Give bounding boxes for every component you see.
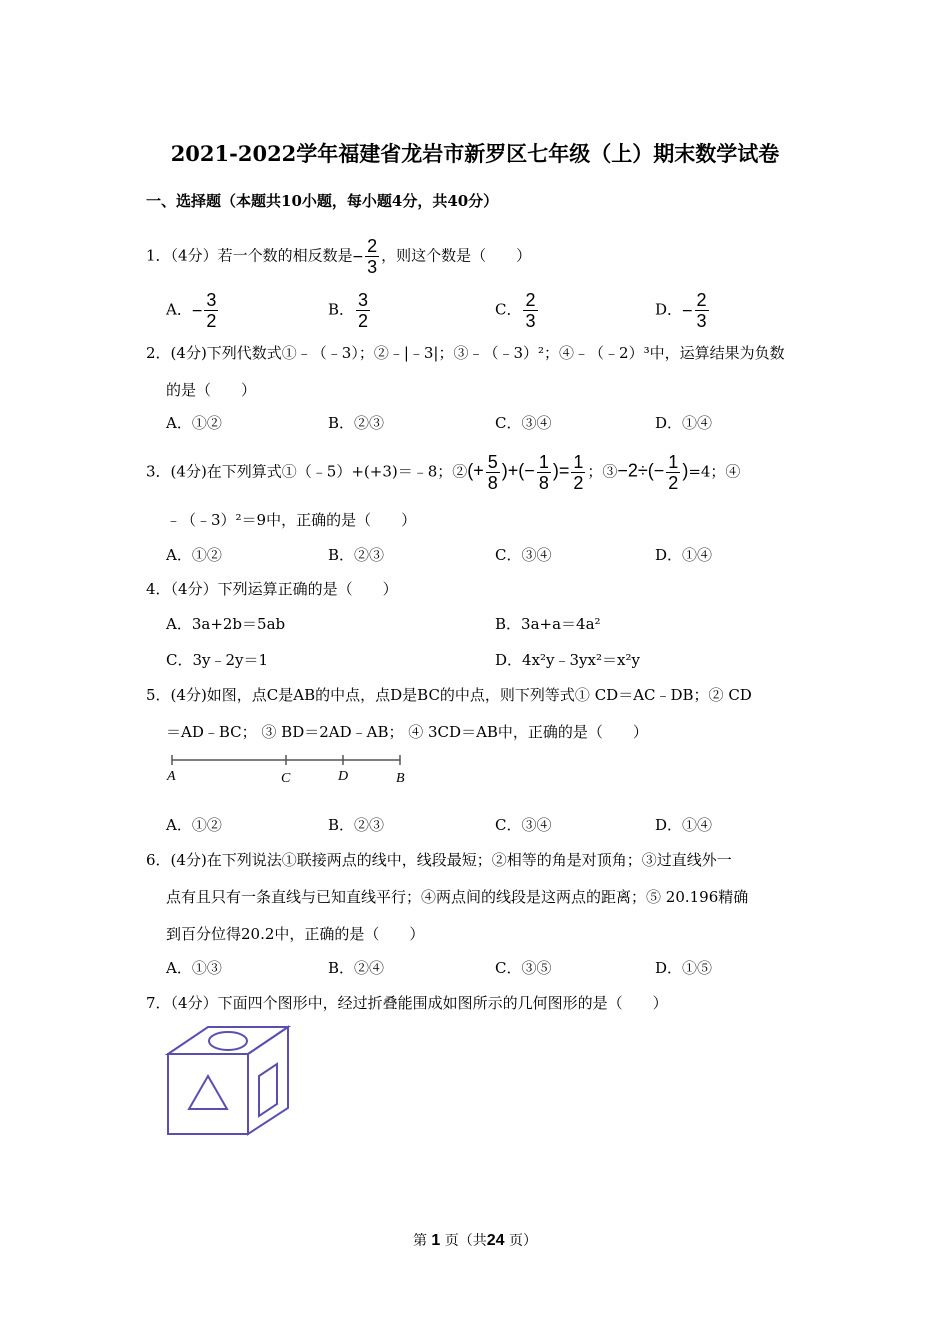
question-6-line1: 6．(4分)在下列说法①联接两点的线中，线段最短；②相等的角是对顶角；③过直线外一 bbox=[146, 851, 732, 869]
q6-option-c[interactable]: C．③⑤ bbox=[495, 959, 552, 977]
q4-option-c[interactable]: C．3y﹣2y＝1 bbox=[166, 651, 269, 669]
q2-option-c[interactable]: C．③④ bbox=[495, 414, 552, 432]
q4-option-d[interactable]: D．4x²y﹣3yx²＝x²y bbox=[495, 651, 640, 669]
question-6-line2: 点有且只有一条直线与已知直线平行；④两点间的线段是这两点的距离；⑤ 20.196精确 bbox=[166, 888, 749, 906]
q2-option-b[interactable]: B．②③ bbox=[328, 414, 385, 432]
question-6-line3: 到百分位得20.2中，正确的是（ ） bbox=[166, 925, 425, 943]
point-label-d: D bbox=[338, 769, 349, 784]
q5-option-a[interactable]: A．①② bbox=[166, 816, 222, 834]
q5-option-d[interactable]: D．①④ bbox=[655, 816, 713, 834]
question-2-line1: 2．(4分)下列代数式①﹣（﹣3）；②﹣|﹣3|；③﹣（﹣3）²；④﹣（﹣2）³中，运算结果为负数 bbox=[146, 344, 785, 362]
rectangle-shape-icon bbox=[259, 1064, 277, 1116]
page-footer: 第 1 页（共24 页） bbox=[412, 1232, 538, 1249]
cube-figure bbox=[160, 1020, 300, 1140]
q4-option-b[interactable]: B．3a+a＝4a² bbox=[495, 615, 601, 633]
question-7-stem: 7．（4分）下面四个图形中，经过折叠能围成如图所示的几何图形的是（ ） bbox=[146, 994, 668, 1012]
q5-option-c[interactable]: C．③④ bbox=[495, 816, 552, 834]
fraction: $\frac{2}{3}$ bbox=[367, 236, 378, 277]
q5-option-b[interactable]: B．②③ bbox=[328, 816, 385, 834]
question-5-line2: ＝AD﹣BC； ③ BD＝2AD﹣AB； ④ 3CD＝AB中，正确的是（ ） bbox=[166, 723, 648, 741]
question-1-stem: 1．（4分）若一个数的相反数是− $\frac{2}{3}$ ，则这个数是（ ） bbox=[146, 236, 532, 277]
q6-option-d[interactable]: D．①⑤ bbox=[655, 959, 713, 977]
q3-option-a[interactable]: A．①② bbox=[166, 546, 222, 564]
q1-option-d[interactable]: D．− $\frac{2}{3}$ bbox=[655, 290, 707, 331]
q4-option-a[interactable]: A．3a+2b＝5ab bbox=[166, 615, 286, 633]
q3-option-c[interactable]: C．③④ bbox=[495, 546, 552, 564]
q2-option-a[interactable]: A．①② bbox=[166, 414, 222, 432]
q6-option-b[interactable]: B．②④ bbox=[328, 959, 385, 977]
triangle-shape-icon bbox=[189, 1076, 227, 1109]
point-label-c: C bbox=[281, 771, 291, 786]
segment-diagram bbox=[160, 750, 420, 790]
question-4-stem: 4．（4分）下列运算正确的是（ ） bbox=[146, 580, 398, 598]
question-3-line1: 3．(4分)在下列算式①（﹣5）+(+3)＝﹣8；②(+ $\frac{5}{8}$ )+(− $\frac{1}{8}$ )= $\frac{1}{2}$ ；③−2÷(− $\frac{1}{2}$ )=4；④ bbox=[146, 452, 741, 493]
cube-front-face bbox=[168, 1054, 248, 1134]
section-heading: 一、选择题（本题共10小题，每小题4分，共40分） bbox=[146, 192, 499, 210]
q3-option-b[interactable]: B．②③ bbox=[328, 546, 385, 564]
q6-option-a[interactable]: A．①③ bbox=[166, 959, 222, 977]
q3-option-d[interactable]: D．①④ bbox=[655, 546, 713, 564]
q1-option-a[interactable]: A．− $\frac{3}{2}$ bbox=[166, 290, 217, 331]
question-3-line2: ﹣（﹣3）²＝9中，正确的是（ ） bbox=[166, 511, 417, 529]
point-label-b: B bbox=[396, 771, 405, 786]
page-title: 2021-2022学年福建省龙岩市新罗区七年级（上）期末数学试卷 bbox=[170, 141, 780, 166]
question-2-line2: 的是（ ） bbox=[166, 381, 257, 399]
q1-option-c[interactable]: C． $\frac{2}{3}$ bbox=[495, 290, 536, 331]
question-5-line1: 5．(4分)如图，点C是AB的中点，点D是BC的中点，则下列等式① CD＝AC﹣DB；② CD bbox=[146, 686, 752, 704]
q1-option-b[interactable]: B． $\frac{3}{2}$ bbox=[328, 290, 369, 331]
point-label-a: A bbox=[167, 769, 176, 784]
q2-option-d[interactable]: D．①④ bbox=[655, 414, 713, 432]
circle-shape-icon bbox=[209, 1032, 247, 1050]
cube-side-face bbox=[248, 1027, 288, 1134]
